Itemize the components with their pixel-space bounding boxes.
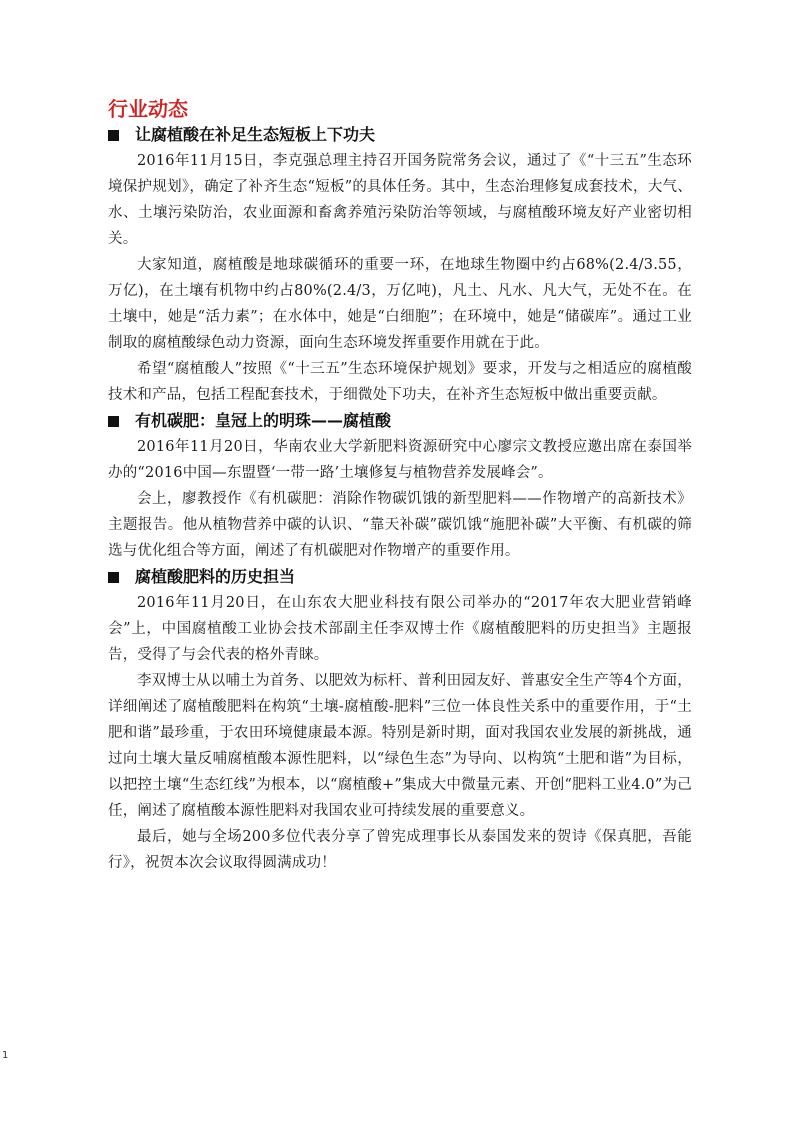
- article-heading: [108, 408, 692, 434]
- section-title: 行业动态: [108, 97, 188, 121]
- article-heading-text: 有机碳肥：皇冠上的明珠——腐植酸: [135, 411, 392, 430]
- paragraph: 2016年11月20日，在山东农大肥业科技有限公司举办的“2017年农大肥业营销峰会”上，中国腐植酸工业协会技术部副主任李双博士作《腐植酸肥料的历史担当》主题报告，受得了与会代表的格外青睐。: [108, 595, 692, 663]
- paragraph: 会上，廖教授作《有机碳肥：消除作物碳饥饿的新型肥料——作物增产的高新技术》主题报告。他从植物营养中碳的认识、“靠天补碳”碳饥饿“施肥补碳”大平衡、有机碳的筛选与优化组合等方面，阐述了有机碳肥对作物增产的重要作用。: [108, 491, 692, 559]
- page-number: 1: [2, 1050, 9, 1061]
- article-2: [108, 408, 692, 564]
- document-page: [108, 96, 692, 876]
- square-bullet-icon: [108, 130, 119, 141]
- article-heading-text: 腐植酸肥料的历史担当: [135, 567, 296, 586]
- article-heading: [108, 122, 692, 148]
- paragraph: 2016年11月15日，李克强总理主持召开国务院常务会议，通过了《“十三五”生态环境保护规划》，确定了补齐生态“短板”的具体任务。其中，生态治理修复成套技术，大气、水、土壤污染防治，农业面源和畜禽养殖污染防治等领域，与腐植酸环境友好产业密切相关。: [108, 153, 692, 247]
- article-heading: [108, 564, 692, 590]
- paragraph: 希望“腐植酸人”按照《“十三五”生态环境保护规划》要求，开发与之相适应的腐植酸技术和产品，包括工程配套技术，于细微处下功夫，在补齐生态短板中做出重要贡献。: [108, 361, 692, 403]
- article-1: [108, 122, 692, 408]
- paragraph: 2016年11月20日，华南农业大学新肥料资源研究中心廖宗文教授应邀出席在泰国举办的“2016中国—东盟暨‘一带一路’土壤修复与植物营养发展峰会”。: [108, 439, 692, 481]
- square-bullet-icon: [108, 416, 119, 427]
- article-heading-text: 让腐植酸在补足生态短板上下功夫: [135, 125, 376, 144]
- article-3: [108, 564, 692, 876]
- paragraph: 大家知道，腐植酸是地球碳循环的重要一环，在地球生物圈中约占68%(2.4/3.55，万亿)，在土壤有机物中约占80%(2.4/3，万亿吨)，凡土、凡水、凡大气，无处不在。在土壤中，她是“活力素”；在水体中，她是“白细胞”；在环境中，她是“储碳库”。通过工业制取的腐植酸绿色动力资源，面向生态环境发挥重要作用就在于此。: [108, 257, 692, 351]
- paragraph: 李双博士从以哺土为首务、以肥效为标杆、普利田园友好、普惠安全生产等4个方面，详细阐述了腐植酸肥料在构筑“土壤-腐植酸-肥料”三位一体良性关系中的重要作用，于“土肥和谐”最珍重，于农田环境健康最本源。特别是新时期，面对我国农业发展的新挑战，通过向土壤大量反哺腐植酸本源性肥料，以“绿色生态”为导向、以构筑“土肥和谐”为目标，以把控土壤“生态红线”为根本，以“腐植酸+”集成大中微量元素、开创“肥料工业4.0”为己任，阐述了腐植酸本源性肥料对我国农业可持续发展的重要意义。: [108, 673, 692, 819]
- paragraph: 最后，她与全场200多位代表分享了曾宪成理事长从泰国发来的贺诗《保真肥，吾能行》，祝贺本次会议取得圆满成功！: [108, 829, 692, 871]
- square-bullet-icon: [108, 572, 119, 583]
